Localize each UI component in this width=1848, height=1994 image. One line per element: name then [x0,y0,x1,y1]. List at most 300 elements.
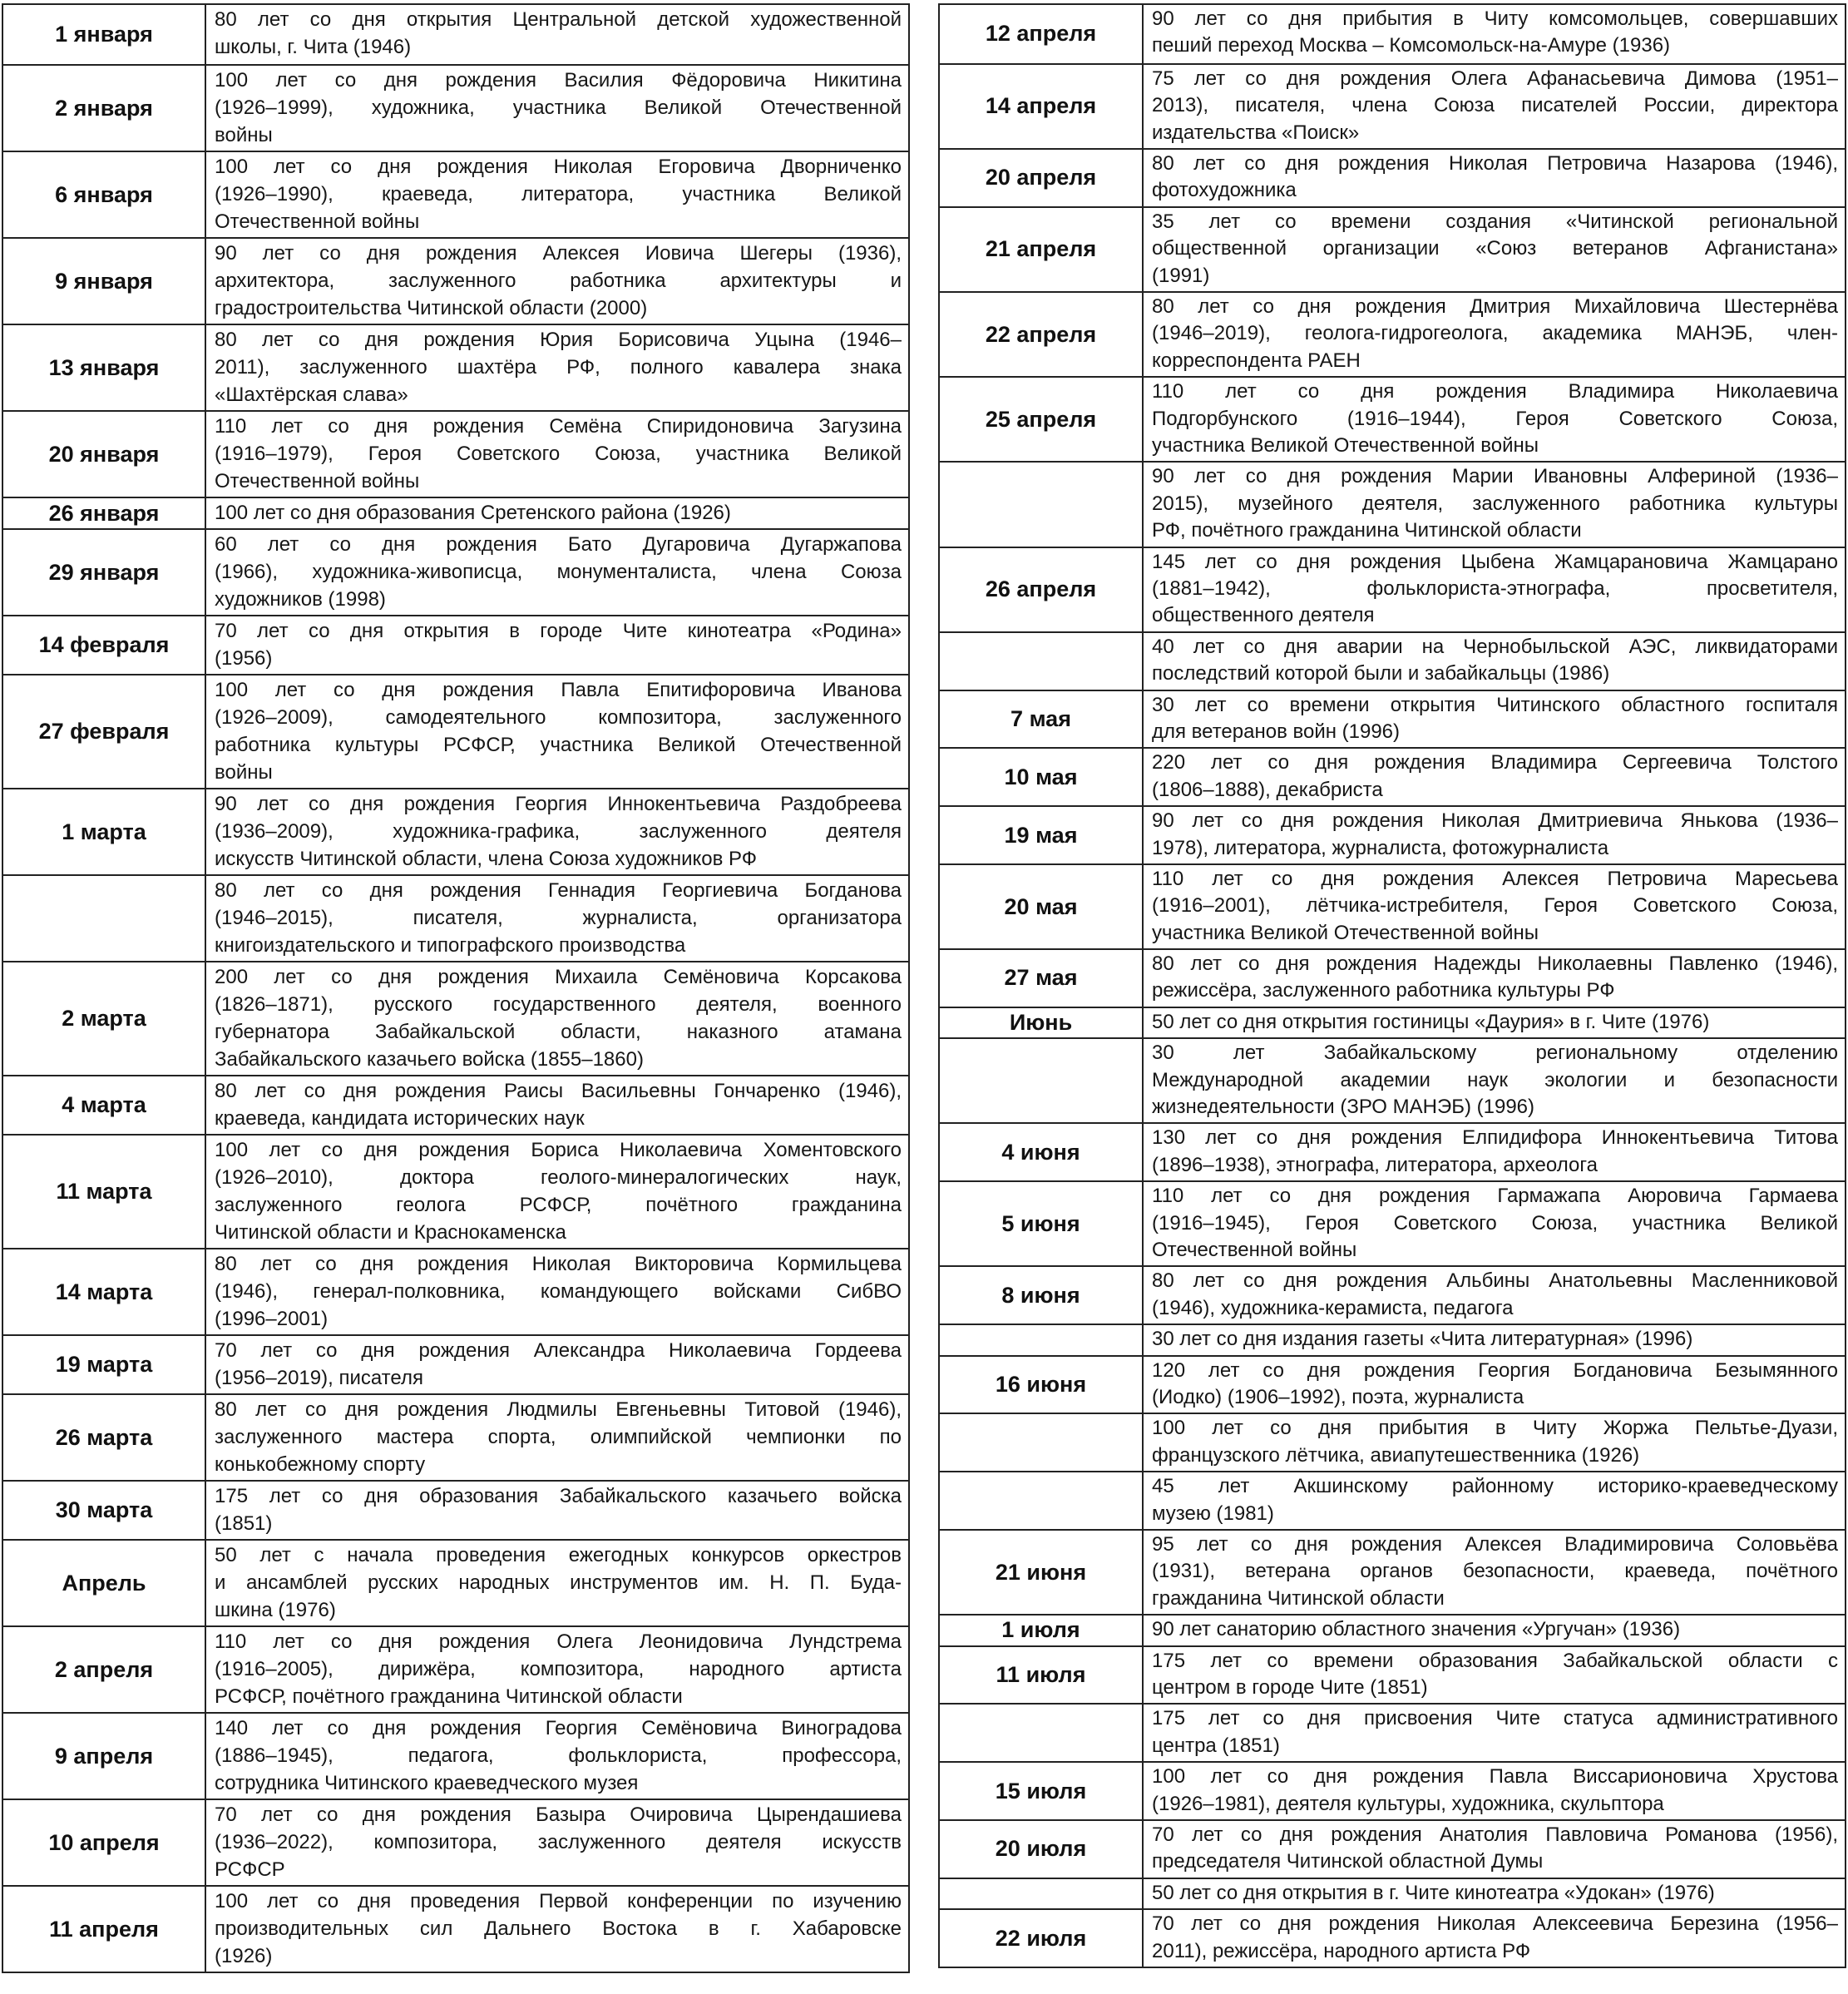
event-description-cell [206,1249,908,1334]
event-description-cell [1144,1821,1845,1878]
description-line: Международной академии наук экологии и безопасности [1152,1068,1838,1091]
description-line: пеший переход Москва – Комсомольск-на-Амуре (1936) [1152,34,1671,57]
date-cell: 19 марта [3,1336,206,1393]
event-description-cell [1144,1763,1845,1819]
date-cell: 1 июля [940,1615,1144,1645]
date-cell: 9 апреля [3,1714,206,1799]
event-description-cell [1144,1267,1845,1324]
date-cell [940,633,1144,690]
table-row [940,1908,1845,1967]
table-row [3,5,908,64]
table-row [3,1393,908,1480]
description-line: Отечественной войны [215,210,420,233]
description-line: участника Великой Отечественной войны [1152,433,1539,457]
description-line: архитектора, заслуженного работника архитектуры и [215,270,902,292]
date-cell [3,876,206,961]
event-description-cell [206,530,908,615]
description-line: 70 лет со дня рождения Анатолия Павловича Романова (1956), [1152,1823,1838,1846]
table-row [940,1529,1845,1614]
description-line: книгоиздательского и типографского производства [215,934,686,957]
date-cell [940,1879,1144,1908]
description-line: 100 лет со дня рождения Бориса Николаевича Хоментовского [215,1139,902,1161]
date-cell: 6 января [3,152,206,237]
table-row [940,1471,1845,1529]
description-line: работника культуры РСФСР, участника Великой Отечественной [215,734,902,756]
description-line: (1946), генерал-полковника, командующего войсками СибВО [215,1280,902,1303]
description-line: 120 лет со дня рождения Георгия Богдановича Безымянного [1152,1358,1838,1382]
date-cell: 21 июня [940,1531,1144,1614]
event-description-cell [206,1336,908,1393]
event-description-cell [206,412,908,497]
date-cell: Апрель [3,1541,206,1625]
description-line: (1916–2001), лётчика-истребителя, Героя Советского Союза, [1152,894,1838,918]
description-line: 50 лет с начала проведения ежегодных конкурсов оркестров [215,1544,902,1566]
description-line: корреспондента РАЕН [1152,349,1361,372]
description-line: «Шахтёрская слава» [215,383,408,406]
description-line: 70 лет со дня рождения Николая Алексеевича Березина (1956– [1152,1912,1838,1936]
date-cell: 14 марта [3,1249,206,1334]
date-cell: 20 апреля [940,150,1144,206]
table-row [3,497,908,528]
description-line: французского лётчика, авиапутешественника (1926) [1152,1443,1640,1467]
event-description-cell [206,5,908,64]
event-description-cell [206,962,908,1075]
description-line: 130 лет со дня рождения Елпидифора Иннокентьевича Титова [1152,1126,1838,1150]
event-description-cell [1144,463,1845,546]
event-description-cell [206,1887,908,1972]
event-description-cell [1144,208,1845,291]
description-line: 60 лет со дня рождения Бато Дугаровича Дугаржапова [215,533,902,556]
table-row [940,1355,1845,1413]
table-row [940,1614,1845,1645]
table-row [940,291,1845,376]
event-description-cell [1144,1039,1845,1122]
description-line: (1936–2022), композитора, заслуженного деятеля искусств [215,1831,902,1853]
event-description-cell [206,1541,908,1625]
event-description-cell [1144,807,1845,863]
table-row [940,547,1845,631]
description-line: (1926–2010), доктора геолого-минералогических наук, [215,1166,902,1189]
description-line: Забайкальского казачьего войска (1855–1860) [215,1048,644,1071]
description-line: центра (1851) [1152,1734,1280,1757]
event-description-cell [206,1714,908,1799]
description-line: 200 лет со дня рождения Михаила Семёновича Корсакова [215,966,902,988]
event-description-cell [1144,1414,1845,1471]
table-row [3,615,908,674]
date-cell: 2 апреля [3,1627,206,1712]
date-cell: Июнь [940,1008,1144,1037]
event-description-cell [206,1800,908,1885]
description-line: (1991) [1152,264,1210,287]
description-line: 220 лет со дня рождения Владимира Сергеевича Толстого [1152,751,1838,774]
event-description-cell [1144,1124,1845,1180]
event-description-cell [206,1627,908,1712]
description-line: (1926–1981), деятеля культуры, художника, скульптора [1152,1792,1664,1815]
description-line: общественной организации «Союз ветеранов Афганистана» [1152,237,1838,260]
description-line: войны [215,124,273,146]
description-line: издательства «Поиск» [1152,121,1360,144]
description-line: (1806–1888), декабриста [1152,778,1383,801]
event-description-cell [1144,1008,1845,1037]
date-cell [940,1414,1144,1471]
description-line: заслуженного мастера спорта, олимпийской чемпионки по [215,1426,902,1448]
table-row [940,1645,1845,1704]
table-row [3,1248,908,1334]
date-cell: 15 июля [940,1763,1144,1819]
event-description-cell [206,675,908,788]
table-row [940,948,1845,1007]
date-cell: 26 марта [3,1395,206,1480]
event-description-cell [1144,1879,1845,1908]
description-line: 100 лет со дня рождения Василия Фёдоровича Никитина [215,69,902,92]
description-line: 50 лет со дня открытия в г. Чите кинотеатра «Удокан» (1976) [1152,1881,1715,1904]
description-line: РФ, почётного гражданина Читинской области [1152,519,1582,542]
description-line: (1926–1999), художника, участника Великой Отечественной [215,96,902,119]
description-line: 175 лет со дня образования Забайкальского казачьего войска [215,1485,902,1507]
description-line: (1851) [215,1512,273,1535]
table-row [940,1703,1845,1761]
description-line: 70 лет со дня рождения Александра Николаевича Гордеева [215,1339,902,1362]
description-line: режиссёра, заслуженного работника культуры РФ [1152,979,1615,1002]
description-line: 110 лет со дня рождения Семёна Спиридоновича Загузина [215,415,902,438]
date-cell: 2 января [3,66,206,151]
description-line: (1916–1945), Героя Советского Союза, участника Великой [1152,1211,1838,1234]
description-line: 80 лет со дня рождения Надежды Николаевны Павленко (1946), [1152,952,1838,976]
description-line: 2015), музейного деятеля, заслуженного работника культуры [1152,492,1838,515]
event-description-cell [206,239,908,324]
description-line: РСФСР, почётного гражданина Читинской области [215,1685,683,1708]
table-row [940,63,1845,148]
description-line: (1946–2019), геолога-гидрогеолога, академика МАНЭБ, член- [1152,322,1838,345]
description-line: 90 лет санаторию областного значения «Ургучан» (1936) [1152,1618,1681,1641]
table-row [3,1625,908,1712]
event-description-cell [206,152,908,237]
date-cell: 26 апреля [940,548,1144,631]
event-description-cell [206,789,908,874]
date-cell: 10 мая [940,749,1144,805]
date-cell: 27 февраля [3,675,206,788]
description-line: 90 лет со дня рождения Алексея Иовича Шегеры (1936), [215,242,902,265]
description-line: Подгорбунского (1916–1944), Героя Советского Союза, [1152,407,1838,430]
table-row [940,690,1845,748]
date-cell: 20 июля [940,1821,1144,1878]
table-row [3,1799,908,1885]
table-row [940,863,1845,948]
description-line: 90 лет со дня рождения Николая Дмитриевича Янькова (1936– [1152,809,1838,833]
date-cell [940,1039,1144,1122]
table-row [940,1878,1845,1908]
description-line: музею (1981) [1152,1502,1274,1525]
description-line: Отечественной войны [215,470,420,492]
event-description-cell [206,66,908,151]
event-description-cell [1144,1472,1845,1529]
description-line: гражданина Читинской области [1152,1586,1445,1610]
description-line: 30 лет со дня издания газеты «Чита литературная» (1996) [1152,1328,1693,1351]
description-line: 100 лет со дня рождения Павла Виссарионовича Хрустова [1152,1765,1838,1789]
description-line: 90 лет со дня рождения Георгия Иннокентьевича Раздобреева [215,793,902,815]
event-description-cell [206,616,908,674]
description-line: (1926) [215,1945,273,1967]
description-line: Отечественной войны [1152,1239,1357,1262]
event-description-cell [1144,293,1845,376]
description-line: 80 лет со дня рождения Николая Петровича Назарова (1946), [1152,151,1838,175]
table-row [3,961,908,1075]
table-row [940,1761,1845,1819]
date-cell: 2 марта [3,962,206,1075]
event-description-cell [1144,548,1845,631]
date-cell [940,463,1144,546]
description-line: (Иодко) (1906–1992), поэта, журналиста [1152,1386,1524,1409]
date-cell: 8 июня [940,1267,1144,1324]
event-description-cell [1144,1615,1845,1645]
description-line: 80 лет со дня рождения Раисы Васильевны Гончаренко (1946), [215,1080,902,1102]
date-cell [940,1705,1144,1761]
table-row [3,1712,908,1799]
description-line: 70 лет со дня рождения Базыра Очировича Цырендашиева [215,1804,902,1826]
event-description-cell [206,325,908,410]
table-row [3,1134,908,1248]
description-line: РСФСР [215,1858,285,1881]
table-row [940,1007,1845,1037]
description-line: (1886–1945), педагога, фольклориста, профессора, [215,1744,902,1767]
description-line: 100 лет со дня проведения Первой конференции по изучению [215,1890,902,1912]
description-line: производительных сил Дальнего Востока в г. Хабаровске [215,1917,902,1940]
description-line: общественного деятеля [1152,604,1375,627]
date-cell: 12 апреля [940,5,1144,63]
description-line: 175 лет со дня присвоения Чите статуса административного [1152,1707,1838,1730]
date-cell [940,1325,1144,1354]
event-description-cell [1144,1910,1845,1967]
event-description-cell [1144,633,1845,690]
description-line: (1956) [215,647,273,670]
description-line: (1916–1979), Героя Советского Союза, участника Великой [215,443,902,465]
description-line: 90 лет со дня прибытия в Читу комсомольцев, совершавших [1152,7,1838,30]
description-line: 35 лет со времени создания «Читинской региональной [1152,210,1838,233]
description-line: 50 лет со дня открытия гостиницы «Даурия» в г. Чите (1976) [1152,1010,1710,1033]
date-cell: 19 мая [940,807,1144,863]
event-description-cell [206,876,908,961]
date-cell: 4 марта [3,1076,206,1134]
table-row [3,528,908,615]
description-line: 100 лет со дня рождения Николая Егоровича Дворниченко [215,156,902,178]
event-description-cell [1144,1182,1845,1265]
description-line: (1946–2015), писателя, журналиста, организатора [215,907,902,929]
description-line: 80 лет со дня рождения Юрия Борисовича Уцына (1946– [215,329,902,351]
description-line: 90 лет со дня рождения Марии Ивановны Алфериной (1936– [1152,465,1838,488]
table-row [940,1819,1845,1878]
event-description-cell [1144,1531,1845,1614]
date-cell: 26 января [3,498,206,528]
date-cell: 11 марта [3,1136,206,1248]
event-description-cell [1144,865,1845,948]
description-line: 110 лет со дня рождения Владимира Николаевича [1152,380,1838,403]
table-row [940,5,1845,63]
description-line: краеведа, кандидата исторических наук [215,1107,585,1130]
description-line: (1881–1942), фольклориста-этнографа, просветителя, [1152,576,1838,600]
description-line: Читинской области и Краснокаменска [215,1221,566,1244]
event-description-cell [1144,1647,1845,1704]
date-cell: 10 апреля [3,1800,206,1885]
description-line: (1826–1871), русского государственного деятеля, военного [215,993,902,1016]
description-line: 110 лет со дня рождения Гармажапа Аюровича Гармаева [1152,1185,1838,1208]
description-line: 80 лет со дня рождения Николая Викторовича Кормильцева [215,1253,902,1275]
table-row [3,1480,908,1539]
description-line: заслуженного геолога РСФСР, почётного гражданина [215,1194,902,1216]
table-row [3,64,908,151]
date-cell: 14 февраля [3,616,206,674]
description-line: жизнедеятельности (ЗРО МАНЭБ) (1996) [1152,1096,1535,1119]
date-cell: 22 июля [940,1910,1144,1967]
description-line: 70 лет со дня открытия в городе Чите кинотеатра «Родина» [215,620,902,642]
date-cell: 16 июня [940,1357,1144,1413]
date-cell: 1 марта [3,789,206,874]
description-line: школы, г. Чита (1946) [215,36,412,58]
event-description-cell [206,1482,908,1539]
date-cell: 1 января [3,5,206,64]
date-cell: 25 апреля [940,378,1144,461]
date-cell: 27 мая [940,950,1144,1007]
description-line: 45 лет Акшинскому районному историко-краеведческому [1152,1475,1838,1498]
description-line: участника Великой Отечественной войны [1152,921,1539,944]
description-line: (1966), художника-живописца, монументалиста, члена Союза [215,561,902,583]
date-cell: 7 мая [940,691,1144,748]
description-line: 40 лет со дня аварии на Чернобыльской АЭС, ликвидаторами [1152,635,1838,658]
description-line: 80 лет со дня рождения Альбины Анатольевны Масленниковой [1152,1269,1838,1293]
event-description-cell [206,1076,908,1134]
description-line: 30 лет Забайкальскому региональному отделению [1152,1042,1838,1065]
description-line: 75 лет со дня рождения Олега Афанасьевича Димова (1951– [1152,67,1838,90]
table-row [940,461,1845,546]
table-row [3,1885,908,1972]
table-row [3,674,908,788]
description-line: 175 лет со времени образования Забайкальской области с [1152,1649,1838,1672]
date-cell: 21 апреля [940,208,1144,291]
event-description-cell [206,1395,908,1480]
description-line: искусств Читинской области, члена Союза художников РФ [215,848,758,870]
date-cell: 20 января [3,412,206,497]
description-line: 140 лет со дня рождения Георгия Семёновича Виноградова [215,1717,902,1739]
description-line: 2011), заслуженного шахтёра РФ, полного кавалера знака [215,356,902,379]
table-row [3,410,908,497]
description-line: градостроительства Читинской области (2000) [215,297,648,319]
date-cell: 22 апреля [940,293,1144,376]
description-line: 80 лет со дня рождения Дмитрия Михайловича Шестернёва [1152,294,1838,318]
table-row [940,747,1845,805]
description-line: 100 лет со дня прибытия в Читу Жоржа Пельтье-Дуази, [1152,1417,1838,1440]
description-line: (1896–1938), этнографа, литератора, археолога [1152,1153,1598,1176]
table-row [940,1413,1845,1471]
description-line: и ансамблей русских народных инструментов им. Н. П. Буда- [215,1571,902,1594]
description-line: 145 лет со дня рождения Цыбена Жамцарановича Жамцарано [1152,550,1838,573]
description-line: 80 лет со дня открытия Центральной детской художественной [215,8,902,31]
date-cell [940,1472,1144,1529]
date-cell: 9 января [3,239,206,324]
description-line: (1996–2001) [215,1308,329,1330]
description-line: фотохудожника [1152,179,1297,202]
event-description-cell [1144,5,1845,63]
event-description-cell [1144,691,1845,748]
date-cell: 11 апреля [3,1887,206,1972]
description-line: 100 лет со дня образования Сретенского района (1926) [215,502,731,524]
description-line: губернатора Забайкальской области, наказного атамана [215,1021,902,1043]
description-line: (1926–2009), самодеятельного композитора, заслуженного [215,706,902,729]
anniversary-table-right [938,3,1846,1968]
description-line: сотрудника Читинского краеведческого музея [215,1772,639,1794]
table-row [3,151,908,237]
table-row [940,1265,1845,1324]
table-row [3,788,908,874]
description-line: 110 лет со дня рождения Алексея Петровича Маресьева [1152,867,1838,890]
description-line: шкина (1976) [215,1599,336,1621]
description-line: (1936–2009), художника-графика, заслуженного деятеля [215,820,902,843]
table-row [3,237,908,324]
table-row [940,1037,1845,1122]
date-cell: 13 января [3,325,206,410]
table-row [940,376,1845,461]
table-row [940,631,1845,690]
table-row [940,805,1845,863]
event-description-cell [1144,378,1845,461]
date-cell: 5 июня [940,1182,1144,1265]
description-line: последствий которой были и забайкальцы (1986) [1152,662,1610,685]
description-line: 1978), литератора, журналиста, фотожурналиста [1152,836,1609,859]
date-cell: 4 июня [940,1124,1144,1180]
description-line: центром в городе Чите (1851) [1152,1676,1428,1699]
table-row [3,324,908,410]
event-description-cell [1144,1325,1845,1354]
description-line: для ветеранов войн (1996) [1152,720,1401,743]
description-line: 110 лет со дня рождения Олега Леонидовича Лундстрема [215,1630,902,1653]
description-line: (1946), художника-керамиста, педагога [1152,1296,1514,1319]
table-row [940,1122,1845,1180]
table-row [940,206,1845,291]
table-row [940,1324,1845,1354]
description-line: (1956–2019), писателя [215,1367,423,1389]
description-line: 2013), писателя, члена Союза писателей России, директора [1152,94,1838,117]
description-line: конькобежному спорту [215,1453,426,1476]
description-line: председателя Читинской областной Думы [1152,1850,1544,1873]
date-cell: 20 мая [940,865,1144,948]
event-description-cell [1144,749,1845,805]
date-cell: 11 июля [940,1647,1144,1704]
table-row [3,1334,908,1393]
event-description-cell [1144,150,1845,206]
description-line: 95 лет со дня рождения Алексея Владимировича Соловьёва [1152,1533,1838,1556]
description-line: 80 лет со дня рождения Людмилы Евгеньевны Титовой (1946), [215,1398,902,1421]
date-cell: 30 марта [3,1482,206,1539]
anniversary-table-left [2,3,910,1973]
table-row [940,148,1845,206]
event-description-cell [1144,950,1845,1007]
event-description-cell [1144,65,1845,148]
event-description-cell [1144,1357,1845,1413]
event-description-cell [206,498,908,528]
description-line: 80 лет со дня рождения Геннадия Георгиевича Богданова [215,879,902,902]
description-line: 100 лет со дня рождения Павла Епитифоровича Иванова [215,679,902,701]
description-line: художников (1998) [215,588,386,611]
table-row [3,1075,908,1134]
description-line: (1926–1990), краеведа, литератора, участника Великой [215,183,902,205]
description-line: (1916–2005), дирижёра, композитора, народного артиста [215,1658,902,1680]
description-line: (1931), ветерана органов безопасности, краеведа, почётного [1152,1560,1838,1583]
date-cell: 14 апреля [940,65,1144,148]
date-cell: 29 января [3,530,206,615]
table-row [3,874,908,961]
description-line: 2011), режиссёра, народного артиста РФ [1152,1939,1531,1962]
table-row [3,1539,908,1625]
description-line: 30 лет со времени открытия Читинского областного госпиталя [1152,693,1838,716]
description-line: войны [215,761,273,784]
